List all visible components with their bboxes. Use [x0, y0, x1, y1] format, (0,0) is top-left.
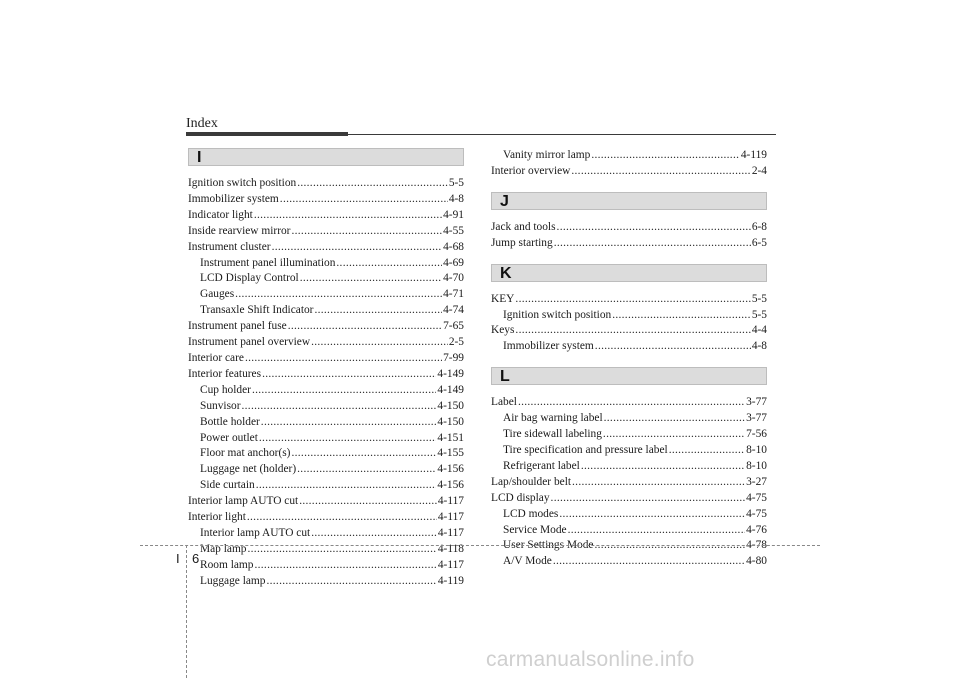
- index-entry: Instrument cluster ..... 4-68: [188, 240, 464, 256]
- index-subentry: Service Mode ..... 4-76: [491, 523, 767, 539]
- index-subentry: Side curtain ..... 4-156: [188, 478, 464, 494]
- index-entry: Interior care ..... 7-99: [188, 351, 464, 367]
- index-subentry: Gauges ..... 4-71: [188, 287, 464, 303]
- watermark: carmanualsonline.info: [486, 648, 695, 671]
- index-subentry: Luggage lamp ..... 4-119: [188, 574, 464, 590]
- index-subentry: Floor mat anchor(s) ..... 4-155: [188, 446, 464, 462]
- index-subentry: Vanity mirror lamp ..... 4-119: [491, 148, 767, 164]
- index-entry: Instrument panel fuse ..... 7-65: [188, 319, 464, 335]
- index-entry: Jump starting ..... 6-5: [491, 236, 767, 252]
- letter-heading-k: K: [491, 264, 767, 282]
- index-subentry: Transaxle Shift Indicator ..... 4-74: [188, 303, 464, 319]
- letter-heading-i: I: [188, 148, 464, 166]
- page-title: Index: [186, 116, 218, 131]
- index-subentry: Sunvisor ..... 4-150: [188, 399, 464, 415]
- index-entry: Jack and tools ..... 6-8: [491, 220, 767, 236]
- page-number: 6: [192, 551, 200, 566]
- index-entry: Immobilizer system ..... 4-8: [188, 192, 464, 208]
- index-subentry: Cup holder ..... 4-149: [188, 383, 464, 399]
- index-subentry: Immobilizer system ..... 4-8: [491, 339, 767, 355]
- index-subentry: Interior lamp AUTO cut ..... 4-117: [188, 526, 464, 542]
- index-entry: Lap/shoulder belt ..... 3-27: [491, 475, 767, 491]
- index-column-right: [491, 148, 767, 570]
- letter-heading-l: L: [491, 367, 767, 385]
- index-entry: Interior lamp AUTO cut ..... 4-117: [188, 494, 464, 510]
- footer-section: I: [176, 551, 180, 566]
- index-entry: LCD display ..... 4-75: [491, 491, 767, 507]
- index-subentry: A/V Mode ..... 4-80: [491, 554, 767, 570]
- index-entry: Interior features ..... 4-149: [188, 367, 464, 383]
- index-entry: Instrument panel overview ..... 2-5: [188, 335, 464, 351]
- letter-heading-j: J: [491, 192, 767, 210]
- index-subentry: Tire specification and pressure label ..... 8-10: [491, 443, 767, 459]
- footer-vertical-divider: [186, 545, 187, 678]
- index-subentry: Room lamp ..... 4-117: [188, 558, 464, 574]
- index-subentry: User Settings Mode ..... 4-78: [491, 538, 767, 554]
- index-subentry: Instrument panel illumination ..... 4-69: [188, 256, 464, 272]
- index-subentry: Ignition switch position ..... 5-5: [491, 308, 767, 324]
- index-subentry: Map lamp ..... 4-118: [188, 542, 464, 558]
- header-rule-thick: [186, 132, 348, 136]
- index-entry: Interior light ..... 4-117: [188, 510, 464, 526]
- footer-divider: [140, 545, 820, 546]
- index-subentry: Refrigerant label ..... 8-10: [491, 459, 767, 475]
- index-subentry: LCD Display Control ..... 4-70: [188, 271, 464, 287]
- index-subentry: Luggage net (holder) ..... 4-156: [188, 462, 464, 478]
- index-subentry: Air bag warning label ..... 3-77: [491, 411, 767, 427]
- index-entry: Label ..... 3-77: [491, 395, 767, 411]
- index-subentry: LCD modes ..... 4-75: [491, 507, 767, 523]
- header-rule-thin: [348, 134, 776, 135]
- index-entry: Interior overview ..... 2-4: [491, 164, 767, 180]
- index-entry: KEY ..... 5-5: [491, 292, 767, 308]
- index-column-left: [188, 148, 464, 590]
- index-entry: Inside rearview mirror ..... 4-55: [188, 224, 464, 240]
- index-subentry: Power outlet ..... 4-151: [188, 431, 464, 447]
- index-entry: Ignition switch position ..... 5-5: [188, 176, 464, 192]
- index-entry: Indicator light ..... 4-91: [188, 208, 464, 224]
- index-entry: Keys ..... 4-4: [491, 323, 767, 339]
- index-subentry: Bottle holder ..... 4-150: [188, 415, 464, 431]
- index-subentry: Tire sidewall labeling ..... 7-56: [491, 427, 767, 443]
